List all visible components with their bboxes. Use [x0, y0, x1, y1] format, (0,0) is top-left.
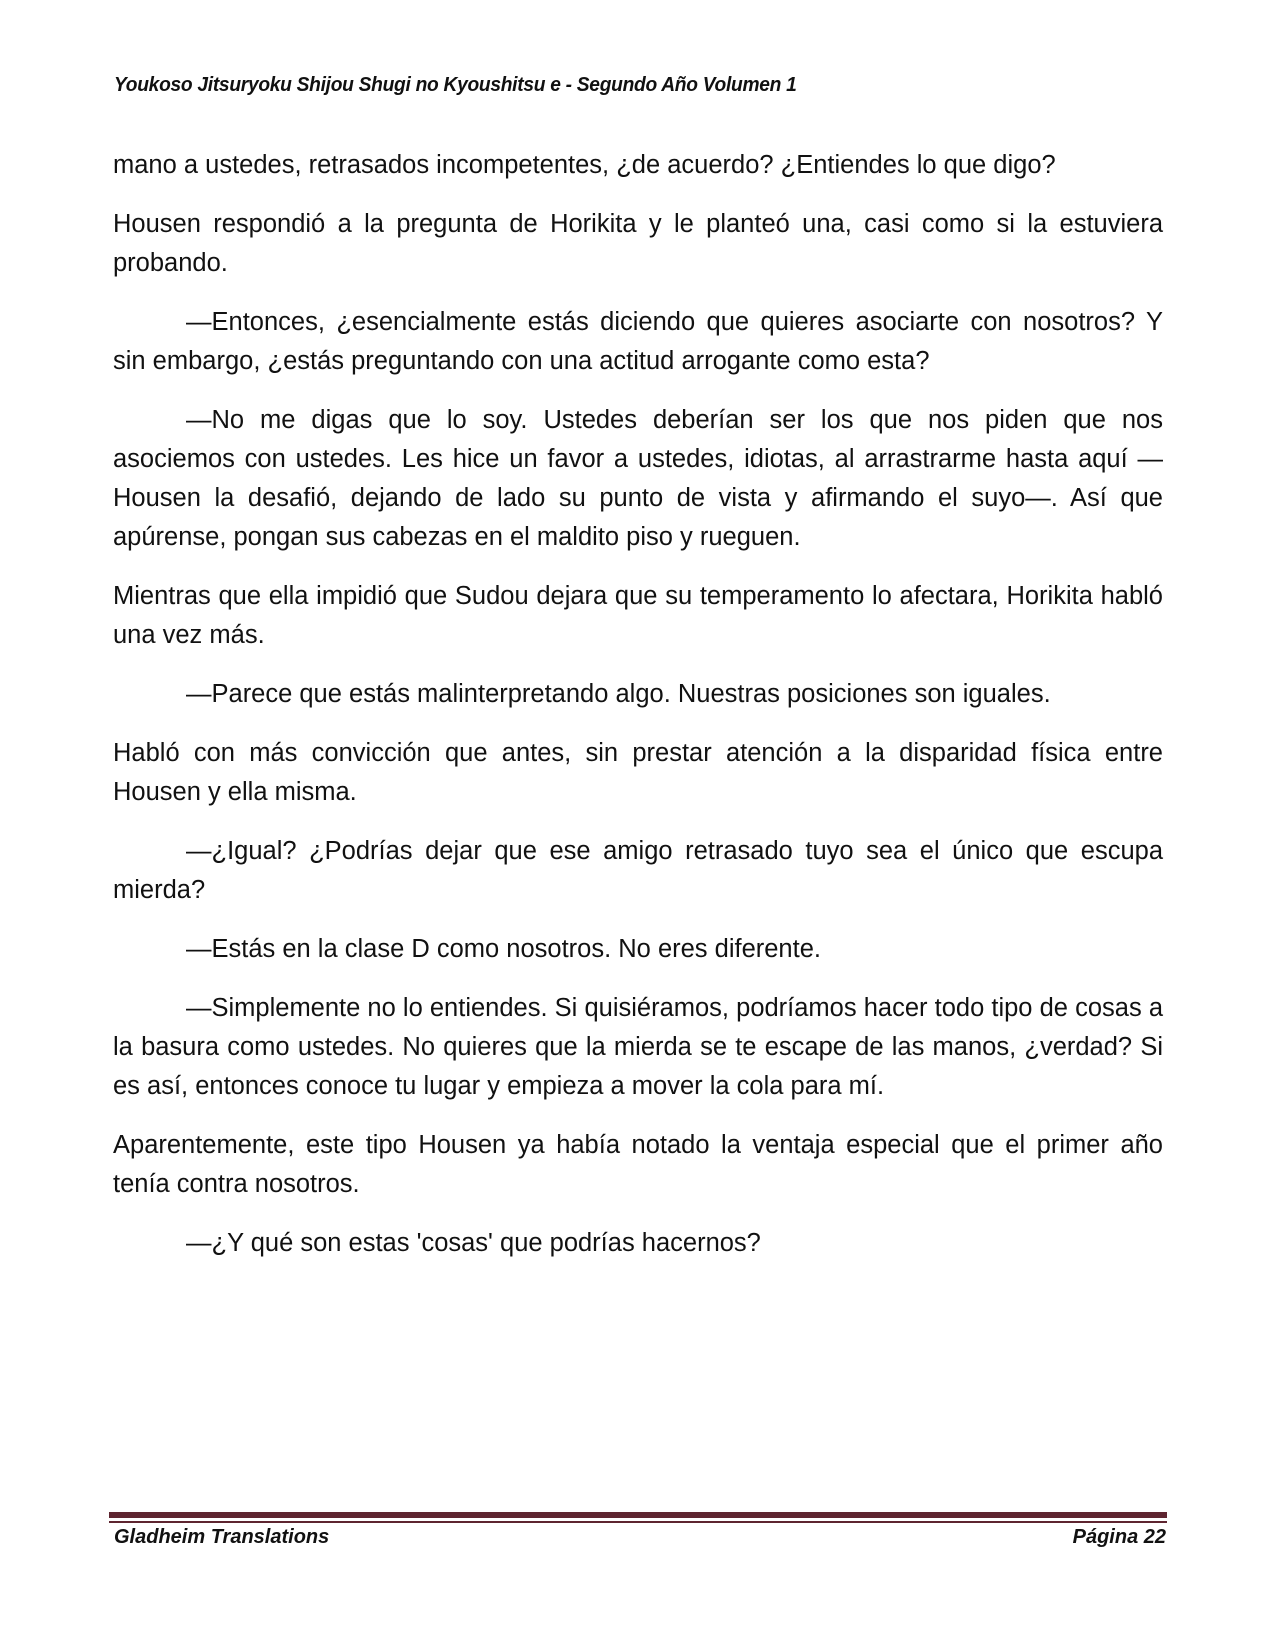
dialogue-paragraph: —Estás en la clase D como nosotros. No eres diferente.	[186, 935, 821, 963]
dialogue-paragraph: —Simplemente no lo entiendes. Si quisiéramos, podríamos hacer todo tipo de cosas a la basura como ustedes. No quieres que la mierda se te escape de las manos, ¿verdad? Si es así, entonces conoce tu lugar y empieza a mover la cola para mí.	[113, 994, 1163, 1100]
dialogue-paragraph: —No me digas que lo soy. Ustedes deberían ser los que nos piden que nos asociemos con ustedes. Les hice un favor a ustedes, idiotas, al arrastrarme hasta aquí —Housen la desafió, dejando de lado su punto de vista y afirmando el suyo—. Así que apúrense, pongan sus cabezas en el maldito piso y rueguen.	[113, 406, 1163, 551]
page-number: Página 22	[1072, 1526, 1166, 1548]
paragraph: Habló con más convicción que antes, sin prestar atención a la disparidad física entre Housen y ella misma.	[113, 739, 1163, 806]
dialogue-paragraph: —¿Y qué son estas 'cosas' que podrías hacernos?	[186, 1229, 761, 1257]
running-header: Youkoso Jitsuryoku Shijou Shugi no Kyoushitsu e - Segundo Año Volumen 1	[114, 74, 797, 96]
footer-rule-thick	[109, 1512, 1167, 1518]
paragraph: mano a ustedes, retrasados incompetentes, ¿de acuerdo? ¿Entiendes lo que digo?	[113, 151, 1056, 179]
dialogue-paragraph: —Parece que estás malinterpretando algo. Nuestras posiciones son iguales.	[186, 680, 1051, 708]
footer-rule-thin	[109, 1521, 1167, 1523]
paragraph: Mientras que ella impidió que Sudou dejara que su temperamento lo afectara, Horikita habló una vez más.	[113, 582, 1163, 649]
dialogue-paragraph: —Entonces, ¿esencialmente estás diciendo que quieres asociarte con nosotros? Y sin embargo, ¿estás preguntando con una actitud arrogante como esta?	[113, 308, 1163, 375]
footer-credit: Gladheim Translations	[114, 1526, 330, 1548]
paragraph: Housen respondió a la pregunta de Horikita y le planteó una, casi como si la estuviera probando.	[113, 210, 1163, 277]
dialogue-paragraph: —¿Igual? ¿Podrías dejar que ese amigo retrasado tuyo sea el único que escupa mierda?	[113, 837, 1163, 904]
paragraph: Aparentemente, este tipo Housen ya había notado la ventaja especial que el primer año tenía contra nosotros.	[113, 1131, 1163, 1198]
page-body	[113, 146, 1163, 1283]
